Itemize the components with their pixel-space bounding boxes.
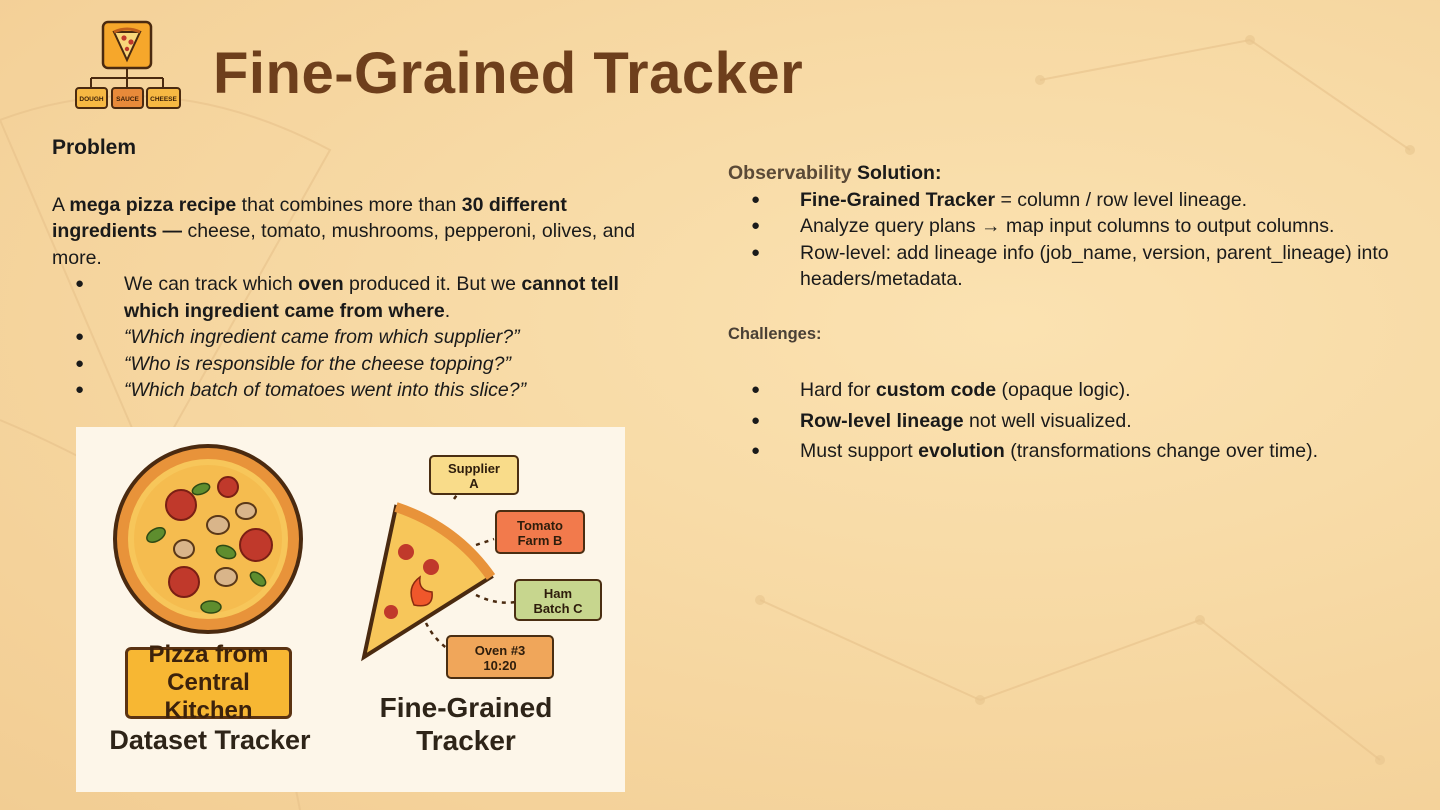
bullet-bold-2: cannot tell which ingredient came from where — [124, 273, 619, 322]
intro-bold-1: mega pizza recipe — [69, 193, 237, 216]
intro-text-3: cheese, tomato, mushrooms, pepperoni, olives, and more. — [52, 220, 636, 269]
solution-bold: Fine-Grained Tracker — [800, 188, 996, 211]
tag-tomato — [495, 510, 585, 554]
challenge-2-text: not well visualized. — [963, 409, 1132, 432]
logo-box-cheese: CHEESE — [150, 96, 177, 103]
pizza-lineage-icon — [74, 20, 182, 112]
logo-box-dough: DOUGH — [79, 96, 104, 103]
tag-ham-line2: Batch C — [533, 601, 583, 616]
solution-heading-muted: Observability — [728, 162, 852, 184]
challenge-evolution — [728, 438, 1408, 465]
pizza-lineage-logo — [74, 20, 182, 112]
challenge-3-bold: evolution — [918, 440, 1005, 462]
challenge-3-text-1: Must support — [800, 440, 919, 462]
challenge-3-text-2: (transformations change over time). — [1004, 440, 1319, 462]
bullet-bold-1: oven — [298, 273, 344, 295]
challenge-1-bold: custom code — [875, 379, 997, 401]
problem-heading: Problem — [52, 136, 137, 159]
tag-tomato-line1: Tomato — [517, 518, 563, 533]
challenge-1-text-2: (opaque logic). — [996, 379, 1131, 401]
problem-bullets — [52, 271, 662, 404]
tag-supplier-line1: Supplier — [447, 461, 500, 476]
bullet-text-1: We can track which — [124, 273, 299, 295]
problem-bullet-oven — [52, 271, 662, 324]
challenges-heading: Challenges: — [728, 324, 822, 343]
tag-supplier-line2: A — [469, 476, 479, 491]
intro-text-1: A — [52, 193, 70, 216]
logo-box-sauce: SAUCE — [116, 96, 139, 103]
pizza-from-central-kitchen-label: Pizza from Central Kitchen — [125, 647, 292, 719]
fine-grained-tracker-caption — [376, 691, 556, 757]
tag-oven-line2: 10:20 — [483, 658, 517, 673]
solution-heading — [728, 160, 1408, 187]
tag-ham — [514, 579, 602, 621]
challenge-1-text-1: Hard for — [800, 379, 876, 401]
solution-heading-rest: Solution: — [851, 162, 942, 184]
tag-tomato-line2: Farm B — [517, 533, 563, 548]
bullet-text-3: . — [444, 299, 451, 322]
tag-oven — [446, 635, 554, 679]
intro-text-2: that combines more than — [236, 193, 462, 216]
solution-bullets — [728, 187, 1408, 293]
caption-line-1: Fine-Grained — [379, 692, 553, 723]
question-cheese: ● “Who is responsible for the cheese topping?” — [52, 351, 662, 378]
problem-section — [52, 135, 662, 404]
bullet-text-2: produced it. But we — [343, 273, 522, 295]
tag-ham-line1: Ham — [543, 586, 573, 601]
challenge-2-bold: Row-level lineage — [800, 409, 964, 432]
caption-line-2: Tracker — [416, 725, 516, 756]
tag-oven-line1: Oven #3 — [474, 643, 526, 658]
solution-bullet-query-plans: ● Analyze query plans → map input columns to output columns. — [728, 213, 1408, 240]
tag-supplier — [429, 455, 519, 495]
dataset-tracker-caption: Dataset Tracker — [109, 725, 311, 755]
solution-bullet-tracker — [728, 187, 1408, 214]
challenges-bullets — [728, 377, 1408, 465]
whole-pizza-icon — [115, 446, 301, 632]
solution-section — [728, 160, 1408, 469]
challenge-custom-code — [728, 377, 1408, 404]
solution-rest: = column / row level lineage. — [995, 188, 1248, 211]
problem-intro — [52, 192, 662, 272]
solution-bullet-row-level: ● Row-level: add lineage info (job_name, version, parent_lineage) into headers/metadata. — [728, 240, 1408, 293]
tracker-illustration — [76, 427, 625, 792]
question-supplier: ● “Which ingredient came from which supplier?” — [52, 324, 662, 351]
question-tomatoes: ● “Which batch of tomatoes went into this slice?” — [52, 377, 662, 404]
intro-bold-2: 30 different ingredients — — [52, 193, 567, 242]
slide-title: Fine-Grained Tracker — [213, 41, 804, 106]
challenge-row-level — [728, 408, 1408, 435]
